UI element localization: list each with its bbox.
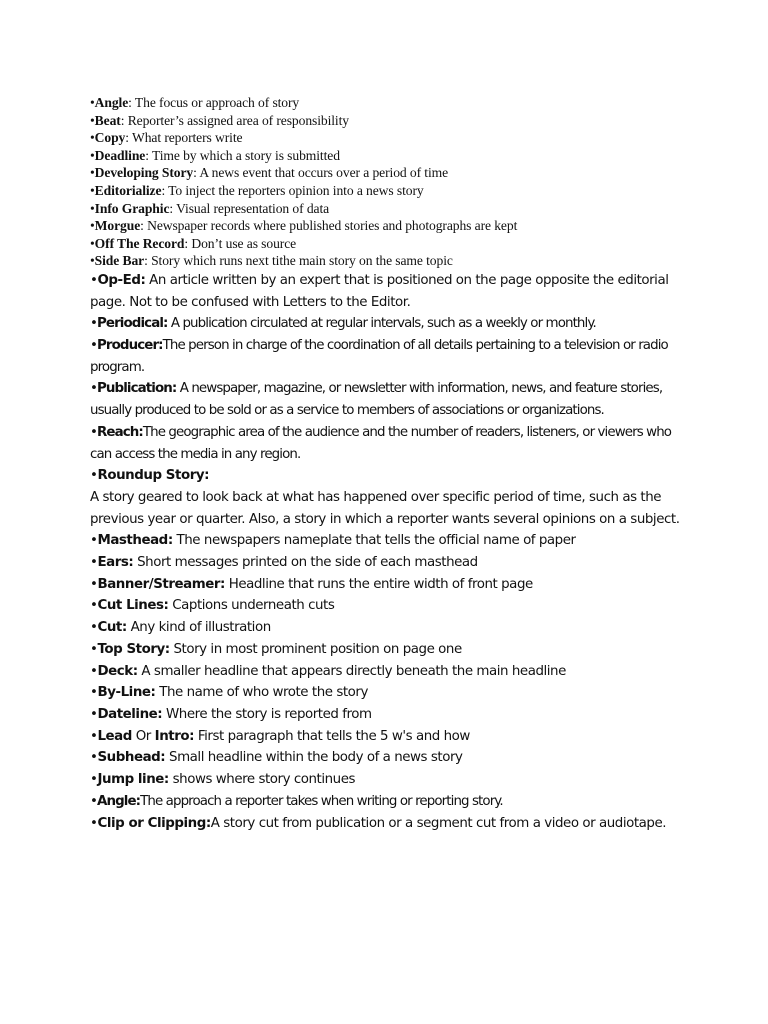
glossary-definition: A news event that occurs over a period of time — [196, 165, 449, 181]
glossary-definition: The newspapers nameplate that tells the official name of paper — [172, 533, 576, 549]
glossary-term: Ears: — [97, 555, 134, 571]
term-separator: Or — [131, 728, 155, 744]
glossary-term: Roundup Story: — [97, 468, 210, 484]
glossary-term: Editorialize — [94, 182, 162, 198]
glossary-definition: Visual representation of data — [173, 200, 330, 216]
glossary-term: Beat — [94, 112, 121, 128]
bullet: • — [90, 95, 95, 110]
glossary-entry — [90, 682, 680, 704]
glossary-term: Angle — [94, 95, 129, 110]
bullet: • — [90, 316, 97, 332]
glossary-term: Off The Record — [94, 235, 185, 251]
glossary-term: Clip or Clipping: — [97, 815, 211, 831]
glossary-definition: Where the story is reported from — [162, 707, 372, 722]
glossary-term: Deck: — [97, 663, 138, 679]
glossary-definition: A newspaper, magazine, or newsletter with information, news, and feature stories, usually produced to be sold or as a service to members of associations or organizations. — [90, 381, 663, 419]
glossary-entry — [90, 574, 680, 596]
glossary-entry — [90, 147, 680, 165]
bullet: • — [90, 272, 98, 288]
glossary-entry — [90, 335, 680, 378]
bullet: • — [90, 165, 95, 181]
glossary-definition: The approach a reporter takes when writing or reporting story. — [140, 793, 503, 809]
glossary-entry — [90, 617, 680, 639]
glossary-entry — [90, 465, 680, 487]
bullet: • — [90, 253, 95, 269]
glossary-term: Cut Lines: — [97, 598, 169, 614]
glossary-definition: An article written by an expert that is positioned on the page opposite the editorial page. Not to be confused with Letters to the Editor. — [90, 272, 669, 310]
glossary-definition: Story in most prominent position on page one — [169, 641, 462, 657]
glossary-entry — [90, 270, 680, 313]
term-separator: : — [193, 165, 197, 181]
bullet: • — [90, 338, 97, 354]
bullet: • — [90, 555, 98, 571]
bullet: • — [90, 641, 98, 657]
bullet: • — [90, 130, 95, 146]
glossary-definition: First paragraph that tells the 5 w's and how — [194, 728, 470, 744]
glossary-term: Top Story: — [97, 641, 170, 657]
bullet: • — [90, 620, 98, 636]
glossary-term: Dateline: — [97, 707, 163, 722]
glossary-term: Reach: — [97, 424, 143, 440]
glossary-term: Producer: — [97, 338, 163, 354]
bullet: • — [90, 218, 95, 234]
glossary-entry — [90, 769, 680, 791]
bullet: • — [90, 815, 98, 831]
glossary-definition: Don’t use as source — [188, 235, 297, 251]
bullet: • — [90, 772, 98, 788]
glossary-definition: shows where story continues — [168, 772, 356, 788]
glossary-definition: Any kind of illustration — [126, 620, 271, 636]
glossary-definition: Headline that runs the entire width of front page — [224, 576, 533, 592]
glossary-list — [90, 94, 680, 834]
glossary-entry — [90, 235, 680, 253]
glossary-definition: Small headline within the body of a news story — [165, 750, 463, 766]
glossary-definition: To inject the reporters opinion into a news story — [165, 182, 424, 198]
bullet: • — [90, 728, 98, 744]
term-separator: : — [161, 182, 166, 198]
glossary-definition: The focus or approach of story — [131, 95, 300, 110]
glossary-term: Lead — [97, 728, 132, 744]
bullet: • — [90, 200, 95, 216]
glossary-definition: The person in charge of the coordination of all details pertaining to a television or radio program. — [90, 338, 668, 375]
term-separator: : — [145, 147, 149, 163]
glossary-entry — [90, 217, 680, 235]
glossary-entry — [90, 552, 680, 574]
bullet: • — [90, 182, 95, 198]
glossary-definition: Captions underneath cuts — [168, 598, 335, 614]
glossary-term: Op-Ed: — [97, 272, 146, 288]
glossary-term: Copy — [94, 130, 126, 146]
glossary-entry — [90, 94, 680, 112]
term-separator: : — [140, 218, 144, 234]
glossary-entry — [90, 422, 680, 465]
glossary-definition: Reporter’s assigned area of responsibility — [124, 112, 349, 128]
bullet: • — [90, 793, 97, 809]
glossary-entry — [90, 129, 680, 147]
glossary-definition: The name of who wrote the story — [155, 685, 368, 701]
glossary-entry — [90, 813, 680, 835]
glossary-term: Banner/Streamer: — [97, 576, 225, 592]
glossary-term: Jump line: — [97, 772, 169, 788]
glossary-entry — [90, 112, 680, 130]
glossary-definition: A smaller headline that appears directly beneath the main headline — [137, 663, 566, 679]
glossary-term-alt: Intro: — [154, 728, 195, 744]
glossary-definition: Short messages printed on the side of each masthead — [133, 555, 478, 571]
glossary-definition: Newspaper records where published stories and photographs are kept — [143, 218, 518, 234]
bullet: • — [90, 235, 95, 251]
glossary-entry — [90, 530, 680, 552]
glossary-term: Angle: — [97, 793, 141, 809]
term-separator: : — [169, 200, 174, 216]
bullet: • — [90, 707, 98, 722]
glossary-term: Periodical: — [97, 316, 168, 332]
bullet: • — [90, 381, 97, 397]
glossary-entry — [90, 200, 680, 218]
bullet: • — [90, 750, 98, 766]
glossary-entry — [90, 182, 680, 200]
glossary-entry — [90, 252, 680, 270]
term-separator: : — [128, 95, 132, 110]
glossary-definition: Story which runs next tithe main story on the same topic — [147, 253, 453, 269]
bullet: • — [90, 598, 98, 614]
glossary-entry — [90, 313, 680, 335]
glossary-term: Masthead: — [97, 533, 173, 549]
term-separator: : — [120, 112, 125, 128]
bullet: • — [90, 533, 98, 549]
glossary-entry — [90, 726, 680, 748]
term-separator: : — [144, 253, 148, 269]
glossary-entry — [90, 378, 680, 421]
glossary-term: Publication: — [97, 381, 177, 397]
glossary-definition: The geographic area of the audience and the number of readers, listeners, or viewers who can access the media in any region. — [90, 424, 672, 462]
bullet: • — [90, 424, 97, 440]
glossary-definition: What reporters write — [128, 130, 243, 146]
bullet: • — [90, 468, 98, 484]
term-separator: : — [184, 235, 189, 251]
bullet: • — [90, 663, 98, 679]
glossary-entry — [90, 164, 680, 182]
bullet: • — [90, 576, 98, 592]
glossary-term: Info Graphic — [94, 200, 170, 216]
glossary-entry — [90, 747, 680, 769]
glossary-term: Subhead: — [97, 750, 166, 766]
glossary-term: By-Line: — [97, 685, 156, 701]
glossary-entry — [90, 595, 680, 617]
glossary-entry — [90, 661, 680, 683]
glossary-definition: A story cut from publication or a segment cut from a video or audiotape. — [210, 815, 667, 831]
glossary-entry — [90, 487, 680, 530]
glossary-entry — [90, 791, 680, 813]
bullet: • — [90, 685, 98, 701]
glossary-term: Deadline — [94, 147, 146, 163]
glossary-definition: A publication circulated at regular intervals, such as a weekly or monthly. — [167, 316, 596, 332]
bullet: • — [90, 147, 95, 163]
glossary-entry — [90, 639, 680, 661]
term-separator: : — [125, 130, 129, 146]
bullet: • — [90, 112, 95, 128]
glossary-definition: Time by which a story is submitted — [148, 147, 340, 163]
glossary-entry — [90, 704, 680, 726]
glossary-term: Morgue — [94, 218, 141, 234]
glossary-term: Developing Story — [94, 165, 194, 181]
glossary-term: Cut: — [97, 620, 127, 636]
glossary-term: Side Bar — [94, 253, 145, 269]
glossary-definition: A story geared to look back at what has happened over specific period of time, such as the previous year or quarter. Also, a story in which a reporter wants several opinions on a subject. — [90, 489, 680, 527]
